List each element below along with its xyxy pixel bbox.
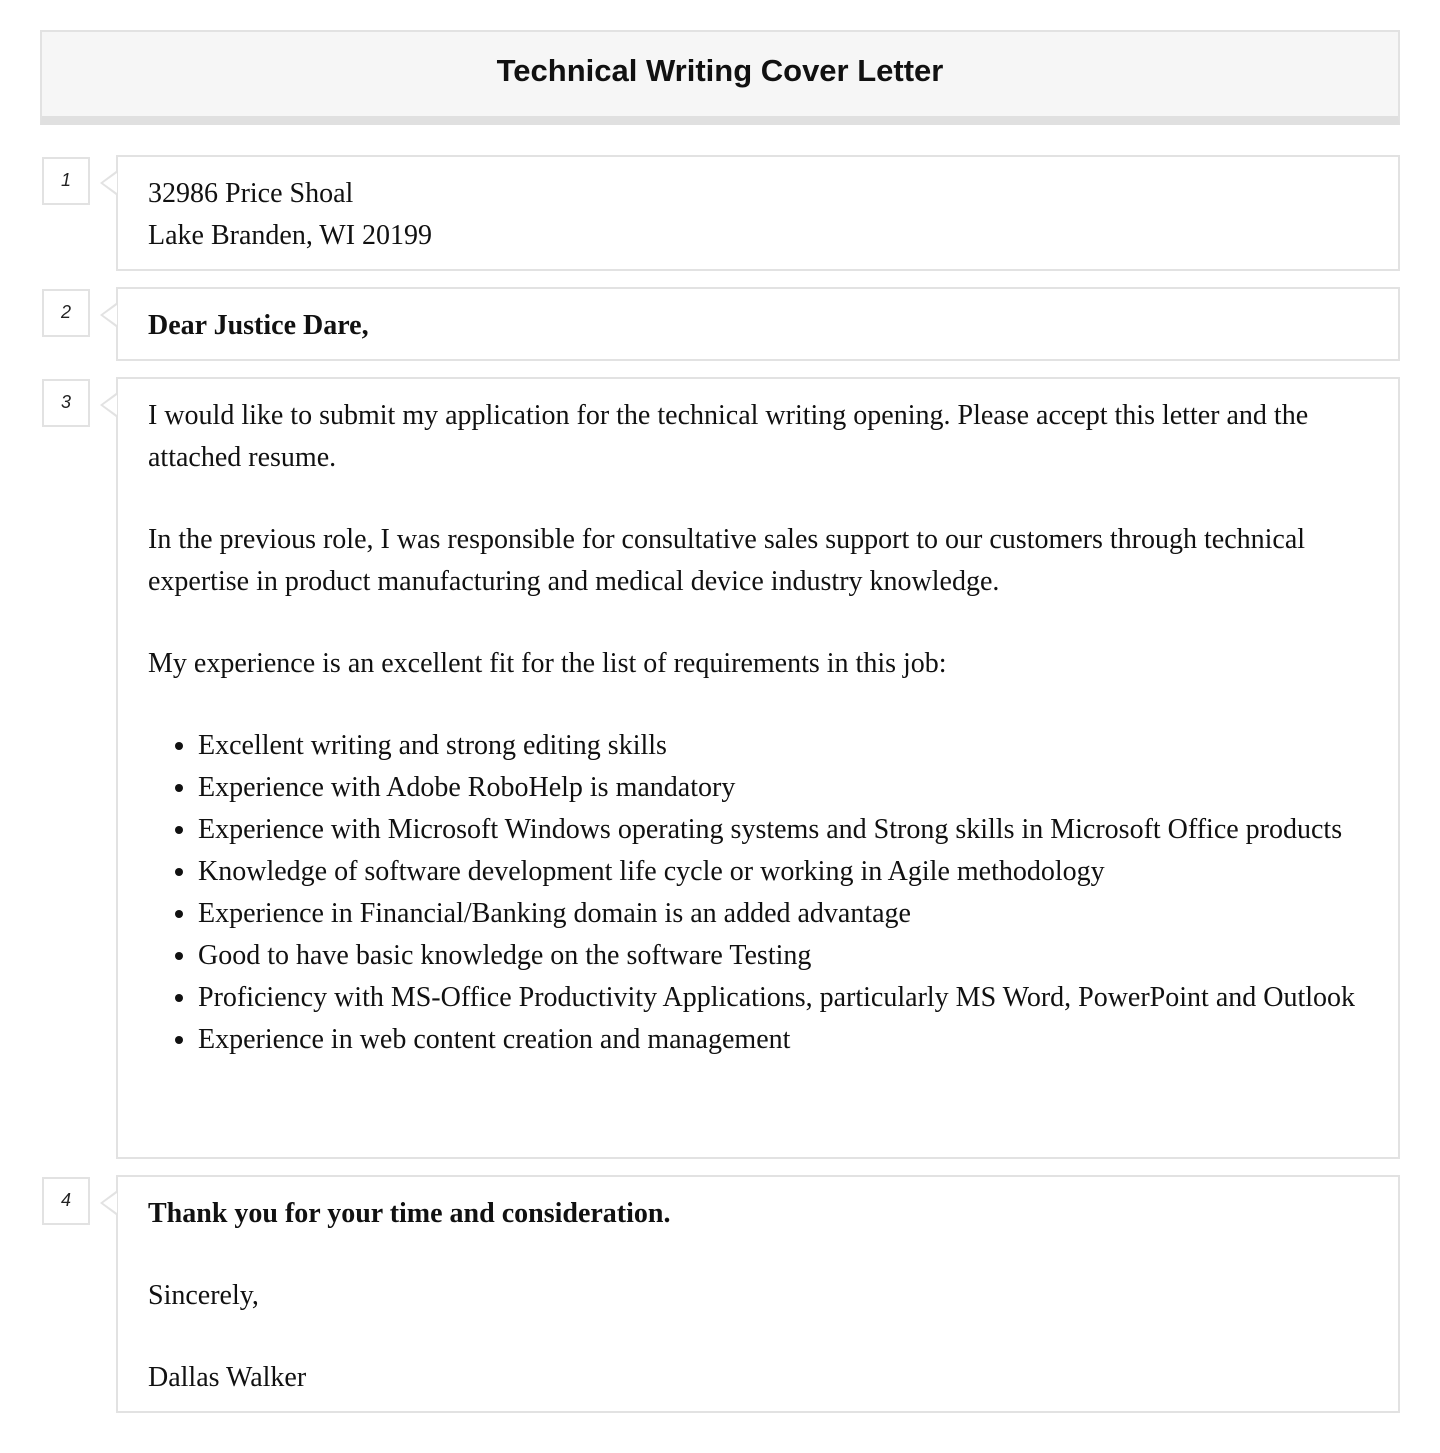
- section-number: 1: [42, 157, 90, 205]
- list-item: • Excellent writing and strong editing skills: [198, 725, 1368, 767]
- list-item: • Proficiency with MS-Office Productivity Applications, particularly MS Word, PowerPoint and Outlook: [198, 977, 1368, 1019]
- list-item: • Experience in web content creation and management: [198, 1019, 1368, 1061]
- list-item: • Experience with Adobe RoboHelp is mandatory: [198, 767, 1368, 809]
- page-title: Technical Writing Cover Letter: [496, 53, 944, 88]
- address-line-1: 32986 Price Shoal: [148, 178, 354, 209]
- thanks-line: Thank you for your time and consideration.: [148, 1198, 671, 1229]
- list-item: • Experience in Financial/Banking domain is an added advantage: [198, 893, 1368, 935]
- signature-name: Dallas Walker: [148, 1362, 307, 1393]
- closing-salutation: Sincerely,: [148, 1280, 259, 1311]
- document-header: [40, 30, 1400, 125]
- section-number: 3: [42, 379, 90, 427]
- intro-paragraph: I would like to submit my application for the technical writing opening. Please accept this letter and the attached resume.: [148, 400, 1309, 473]
- greeting-block: [116, 287, 1400, 361]
- list-item: • Good to have basic knowledge on the software Testing: [198, 935, 1368, 977]
- greeting: Dear Justice Dare,: [148, 310, 369, 341]
- section-2: [42, 287, 1400, 361]
- section-number: 4: [42, 1177, 90, 1225]
- section-number: 2: [42, 289, 90, 337]
- section-3: [42, 377, 1400, 1159]
- closing-block: [116, 1175, 1400, 1413]
- section-4: [42, 1175, 1400, 1413]
- list-item: • Experience with Microsoft Windows operating systems and Strong skills in Microsoft Office products: [198, 809, 1368, 851]
- address-block: [116, 155, 1400, 271]
- body-block: [116, 377, 1400, 1159]
- previous-role-paragraph: In the previous role, I was responsible for consultative sales support to our customers through technical expertise in product manufacturing and medical device industry knowledge.: [148, 524, 1306, 597]
- requirements-list: [148, 725, 1368, 1061]
- address-line-2: Lake Branden, WI 20199: [148, 220, 433, 251]
- list-item: • Knowledge of software development life cycle or working in Agile methodology: [198, 851, 1368, 893]
- section-1: [42, 155, 1400, 271]
- fit-statement: My experience is an excellent fit for the list of requirements in this job:: [148, 648, 947, 679]
